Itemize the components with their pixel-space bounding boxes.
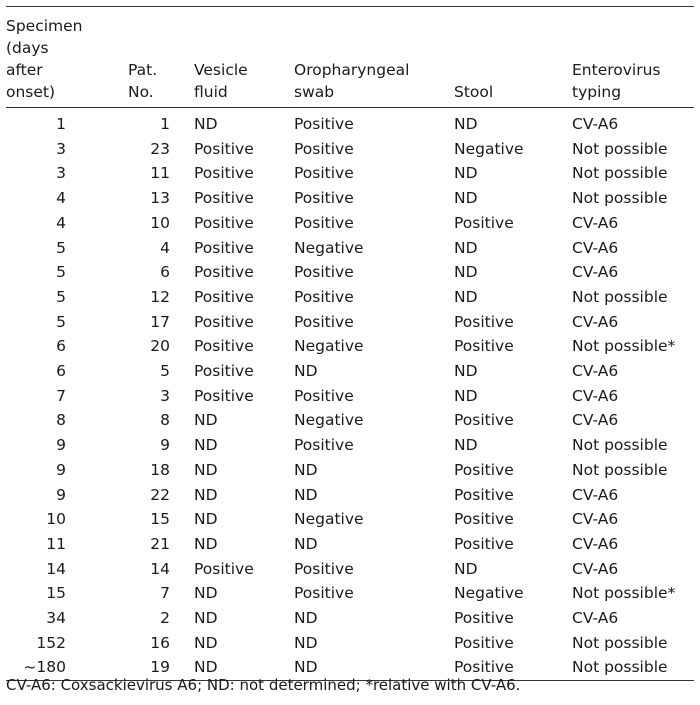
table-row bbox=[6, 108, 694, 137]
cell-specimen-day: 9 bbox=[56, 460, 66, 479]
cell-oropharyngeal-swab: Positive bbox=[294, 164, 354, 183]
cell-vesicle-fluid: Positive bbox=[194, 312, 254, 331]
cell-specimen-day: 152 bbox=[36, 633, 66, 652]
cell-oropharyngeal-swab: Positive bbox=[294, 584, 354, 603]
cell-oropharyngeal-swab: Positive bbox=[294, 436, 354, 455]
cell-vesicle-fluid: ND bbox=[194, 436, 218, 455]
cell-oropharyngeal-swab: ND bbox=[294, 609, 318, 628]
cell-stool: Positive bbox=[454, 411, 514, 430]
cell-enterovirus-typing: CV-A6 bbox=[572, 485, 619, 504]
cell-specimen-day: 15 bbox=[46, 584, 66, 603]
table-row bbox=[6, 236, 694, 261]
cell-enterovirus-typing: CV-A6 bbox=[572, 362, 619, 381]
table-row bbox=[6, 384, 694, 409]
cell-specimen-day: 6 bbox=[56, 362, 66, 381]
cell-specimen-day: 5 bbox=[56, 312, 66, 331]
table-row bbox=[6, 161, 694, 186]
cell-vesicle-fluid: Positive bbox=[194, 559, 254, 578]
table-row bbox=[6, 285, 694, 310]
table-row bbox=[6, 581, 694, 606]
header-vesicle-fluid: Vesicle fluid bbox=[194, 61, 248, 101]
cell-enterovirus-typing: CV-A6 bbox=[572, 559, 619, 578]
cell-stool: Positive bbox=[454, 534, 514, 553]
results-table bbox=[6, 6, 694, 681]
cell-oropharyngeal-swab: Positive bbox=[294, 386, 354, 405]
header-patient-number: Pat. No. bbox=[128, 61, 158, 101]
cell-patient-number: 20 bbox=[150, 337, 170, 356]
cell-specimen-day: 5 bbox=[56, 287, 66, 306]
cell-vesicle-fluid: ND bbox=[194, 115, 218, 133]
cell-enterovirus-typing: CV-A6 bbox=[572, 238, 619, 257]
cell-enterovirus-typing: CV-A6 bbox=[572, 312, 619, 331]
cell-specimen-day: 11 bbox=[46, 534, 66, 553]
table-row bbox=[6, 408, 694, 433]
cell-stool: ND bbox=[454, 238, 478, 257]
cell-stool: Negative bbox=[454, 584, 524, 603]
table-row bbox=[6, 334, 694, 359]
table-row bbox=[6, 260, 694, 285]
cell-enterovirus-typing: Not possible bbox=[572, 460, 668, 479]
cell-stool: ND bbox=[454, 263, 478, 282]
cell-stool: ND bbox=[454, 559, 478, 578]
cell-oropharyngeal-swab: Positive bbox=[294, 263, 354, 282]
header-stool: Stool bbox=[454, 83, 494, 101]
cell-vesicle-fluid: Positive bbox=[194, 263, 254, 282]
cell-stool: Positive bbox=[454, 312, 514, 331]
table-row bbox=[6, 557, 694, 582]
cell-specimen-day: 9 bbox=[56, 485, 66, 504]
cell-patient-number: 18 bbox=[150, 460, 170, 479]
cell-vesicle-fluid: Positive bbox=[194, 337, 254, 356]
cell-vesicle-fluid: Positive bbox=[194, 287, 254, 306]
cell-specimen-day: 14 bbox=[46, 559, 66, 578]
cell-specimen-day: 9 bbox=[56, 436, 66, 455]
cell-stool: ND bbox=[454, 115, 478, 133]
cell-patient-number: 21 bbox=[150, 534, 170, 553]
cell-specimen-day: 7 bbox=[56, 386, 66, 405]
cell-oropharyngeal-swab: Positive bbox=[294, 312, 354, 331]
cell-specimen-day: 5 bbox=[56, 263, 66, 282]
cell-enterovirus-typing: Not possible bbox=[572, 164, 668, 183]
cell-oropharyngeal-swab: ND bbox=[294, 633, 318, 652]
cell-patient-number: 2 bbox=[160, 609, 170, 628]
cell-enterovirus-typing: CV-A6 bbox=[572, 510, 619, 529]
table-row bbox=[6, 310, 694, 335]
results-table-container bbox=[6, 6, 694, 681]
cell-vesicle-fluid: ND bbox=[194, 633, 218, 652]
cell-enterovirus-typing: Not possible bbox=[572, 189, 668, 208]
cell-vesicle-fluid: ND bbox=[194, 411, 218, 430]
cell-enterovirus-typing: CV-A6 bbox=[572, 609, 619, 628]
cell-patient-number: 12 bbox=[150, 287, 170, 306]
cell-enterovirus-typing: CV-A6 bbox=[572, 411, 619, 430]
table-row bbox=[6, 359, 694, 384]
cell-specimen-day: 8 bbox=[56, 411, 66, 430]
cell-patient-number: 11 bbox=[150, 164, 170, 183]
cell-oropharyngeal-swab: ND bbox=[294, 362, 318, 381]
cell-specimen-day: 4 bbox=[56, 213, 66, 232]
cell-patient-number: 4 bbox=[160, 238, 170, 257]
cell-oropharyngeal-swab: Positive bbox=[294, 189, 354, 208]
cell-vesicle-fluid: ND bbox=[194, 584, 218, 603]
table-body bbox=[6, 108, 694, 681]
cell-stool: Positive bbox=[454, 510, 514, 529]
cell-oropharyngeal-swab: ND bbox=[294, 485, 318, 504]
cell-enterovirus-typing: Not possible* bbox=[572, 584, 676, 603]
cell-patient-number: 19 bbox=[150, 658, 170, 677]
cell-vesicle-fluid: ND bbox=[194, 609, 218, 628]
cell-enterovirus-typing: CV-A6 bbox=[572, 115, 619, 133]
cell-oropharyngeal-swab: Negative bbox=[294, 510, 364, 529]
table-row bbox=[6, 137, 694, 162]
cell-stool: Positive bbox=[454, 213, 514, 232]
header-enterovirus-typing: Enterovirus typing bbox=[572, 61, 661, 101]
cell-enterovirus-typing: CV-A6 bbox=[572, 386, 619, 405]
cell-vesicle-fluid: Positive bbox=[194, 386, 254, 405]
cell-vesicle-fluid: ND bbox=[194, 534, 218, 553]
cell-stool: Negative bbox=[454, 139, 524, 158]
cell-patient-number: 6 bbox=[160, 263, 170, 282]
cell-patient-number: 3 bbox=[160, 386, 170, 405]
cell-vesicle-fluid: ND bbox=[194, 510, 218, 529]
table-row bbox=[6, 532, 694, 557]
cell-vesicle-fluid: ND bbox=[194, 460, 218, 479]
cell-specimen-day: 3 bbox=[56, 139, 66, 158]
cell-enterovirus-typing: Not possible bbox=[572, 139, 668, 158]
cell-patient-number: 7 bbox=[160, 584, 170, 603]
cell-oropharyngeal-swab: Negative bbox=[294, 411, 364, 430]
cell-stool: Positive bbox=[454, 337, 514, 356]
cell-patient-number: 1 bbox=[160, 115, 170, 133]
cell-specimen-day: 10 bbox=[46, 510, 66, 529]
table-row bbox=[6, 507, 694, 532]
header-specimen: Specimen (days after onset) bbox=[6, 17, 83, 101]
cell-enterovirus-typing: Not possible bbox=[572, 658, 668, 677]
cell-enterovirus-typing: Not possible bbox=[572, 287, 668, 306]
cell-patient-number: 10 bbox=[150, 213, 170, 232]
table-row bbox=[6, 211, 694, 236]
table-footnote: CV-A6: Coxsackievirus A6; ND: not determined; *relative with CV-A6. bbox=[6, 676, 521, 694]
cell-specimen-day: 34 bbox=[46, 609, 66, 628]
cell-stool: ND bbox=[454, 164, 478, 183]
cell-enterovirus-typing: CV-A6 bbox=[572, 534, 619, 553]
cell-vesicle-fluid: Positive bbox=[194, 213, 254, 232]
cell-oropharyngeal-swab: ND bbox=[294, 534, 318, 553]
cell-vesicle-fluid: Positive bbox=[194, 139, 254, 158]
cell-stool: ND bbox=[454, 189, 478, 208]
cell-oropharyngeal-swab: Positive bbox=[294, 139, 354, 158]
cell-stool: ND bbox=[454, 436, 478, 455]
cell-vesicle-fluid: Positive bbox=[194, 189, 254, 208]
cell-enterovirus-typing: CV-A6 bbox=[572, 213, 619, 232]
cell-patient-number: 22 bbox=[150, 485, 170, 504]
table-row bbox=[6, 606, 694, 631]
cell-enterovirus-typing: CV-A6 bbox=[572, 263, 619, 282]
cell-enterovirus-typing: Not possible bbox=[572, 633, 668, 652]
cell-oropharyngeal-swab: Positive bbox=[294, 213, 354, 232]
cell-specimen-day: ~180 bbox=[23, 658, 66, 677]
cell-vesicle-fluid: ND bbox=[194, 658, 218, 677]
cell-patient-number: 16 bbox=[150, 633, 170, 652]
cell-patient-number: 23 bbox=[150, 139, 170, 158]
cell-vesicle-fluid: Positive bbox=[194, 362, 254, 381]
cell-enterovirus-typing: Not possible bbox=[572, 436, 668, 455]
cell-stool: ND bbox=[454, 386, 478, 405]
header-row bbox=[6, 7, 694, 108]
cell-stool: Positive bbox=[454, 633, 514, 652]
cell-patient-number: 14 bbox=[150, 559, 170, 578]
cell-patient-number: 9 bbox=[160, 436, 170, 455]
cell-oropharyngeal-swab: Negative bbox=[294, 337, 364, 356]
cell-vesicle-fluid: Positive bbox=[194, 164, 254, 183]
cell-vesicle-fluid: ND bbox=[194, 485, 218, 504]
table-row bbox=[6, 186, 694, 211]
cell-specimen-day: 4 bbox=[56, 189, 66, 208]
cell-stool: Positive bbox=[454, 609, 514, 628]
cell-stool: Positive bbox=[454, 658, 514, 677]
cell-patient-number: 17 bbox=[150, 312, 170, 331]
cell-patient-number: 15 bbox=[150, 510, 170, 529]
cell-oropharyngeal-swab: ND bbox=[294, 658, 318, 677]
header-oropharyngeal-swab: Oropharyngeal swab bbox=[294, 61, 410, 101]
cell-oropharyngeal-swab: Positive bbox=[294, 287, 354, 306]
cell-vesicle-fluid: Positive bbox=[194, 238, 254, 257]
cell-patient-number: 5 bbox=[160, 362, 170, 381]
table-row bbox=[6, 433, 694, 458]
cell-stool: Positive bbox=[454, 460, 514, 479]
cell-oropharyngeal-swab: Positive bbox=[294, 115, 354, 133]
table-row bbox=[6, 458, 694, 483]
cell-oropharyngeal-swab: Positive bbox=[294, 559, 354, 578]
cell-stool: Positive bbox=[454, 485, 514, 504]
cell-specimen-day: 1 bbox=[56, 115, 66, 133]
cell-specimen-day: 5 bbox=[56, 238, 66, 257]
cell-stool: ND bbox=[454, 287, 478, 306]
table-row bbox=[6, 483, 694, 508]
cell-specimen-day: 3 bbox=[56, 164, 66, 183]
cell-oropharyngeal-swab: Negative bbox=[294, 238, 364, 257]
cell-patient-number: 13 bbox=[150, 189, 170, 208]
table-row bbox=[6, 631, 694, 656]
cell-oropharyngeal-swab: ND bbox=[294, 460, 318, 479]
cell-enterovirus-typing: Not possible* bbox=[572, 337, 676, 356]
cell-specimen-day: 6 bbox=[56, 337, 66, 356]
cell-patient-number: 8 bbox=[160, 411, 170, 430]
cell-stool: ND bbox=[454, 362, 478, 381]
